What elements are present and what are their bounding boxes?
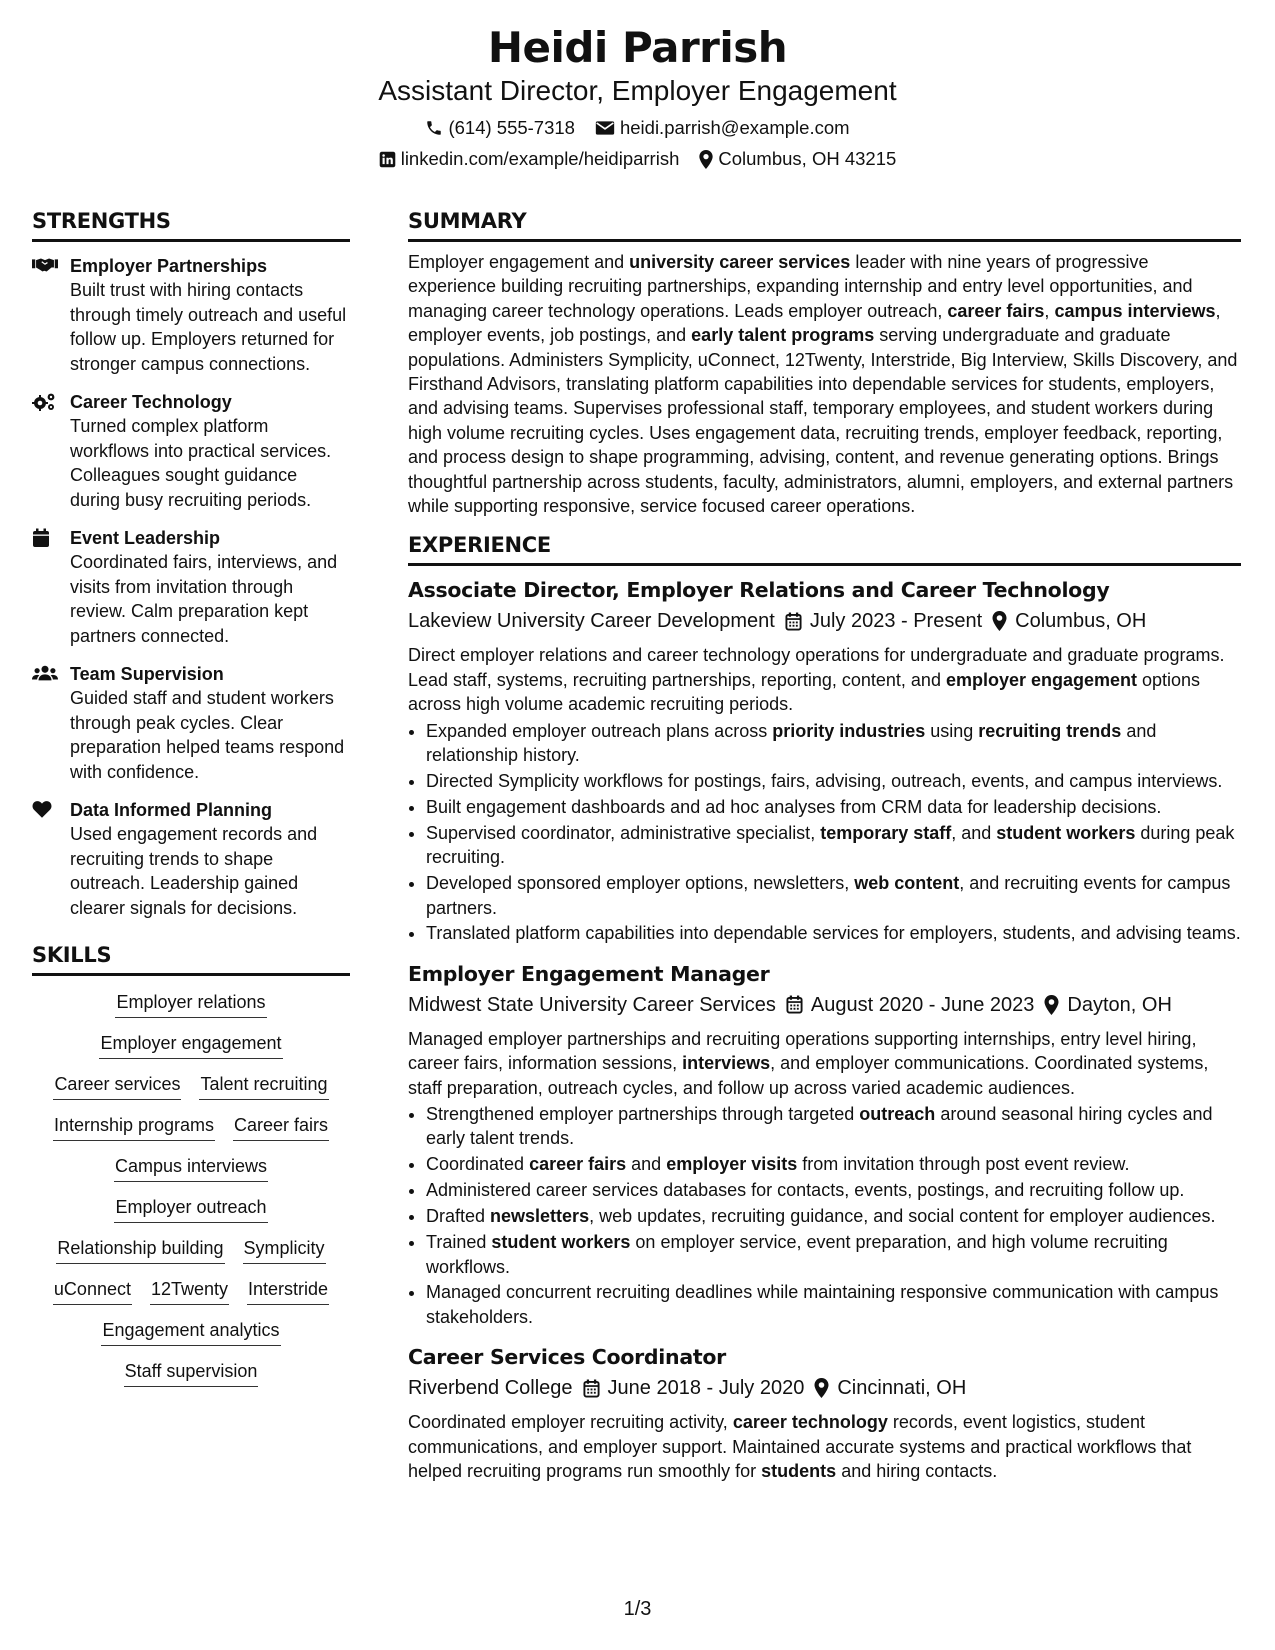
emphasis: priority industries — [772, 720, 926, 741]
skill-row — [32, 1072, 350, 1100]
emphasis: recruiting trends — [978, 720, 1122, 741]
summary-heading: SUMMARY — [408, 208, 1241, 242]
resume-header — [0, 22, 1275, 170]
contact-row-1 — [0, 117, 1275, 139]
job-dates — [785, 607, 982, 635]
job-entry — [408, 1343, 1241, 1483]
skills-heading: SKILLS — [32, 942, 350, 976]
job-location — [992, 607, 1146, 635]
email-contact[interactable] — [595, 117, 850, 139]
skill-chip: Career fairs — [233, 1113, 329, 1141]
emphasis: web content — [854, 873, 960, 894]
strength-description: Built trust with hiring contacts through timely outreach and useful follow up. Employers returned for stronger campus connections. — [70, 280, 347, 374]
job-bullet: • Supervised coordinator, administrative specialist, temporary staff, and student workers during peak recruiting. — [426, 821, 1241, 870]
skill-row — [32, 1236, 350, 1264]
skill-chip: Employer relations — [115, 990, 266, 1018]
strength-title: Data Informed Planning — [70, 800, 273, 820]
experience-heading: EXPERIENCE — [408, 532, 1241, 566]
emphasis: interviews — [682, 1053, 771, 1074]
skill-chip: Interstride — [247, 1277, 329, 1305]
job-dates-text: July 2023 - Present — [809, 610, 983, 633]
job-bullet: • Managed concurrent recruiting deadlines while maintaining responsive communication with campus stakeholders. — [426, 1280, 1241, 1329]
skill-row — [32, 1195, 350, 1223]
skill-chip: Staff supervision — [124, 1359, 259, 1387]
strengths-list — [32, 254, 350, 920]
skill-row — [32, 1154, 350, 1182]
skill-chip: Symplicity — [243, 1236, 326, 1264]
location-contact — [699, 148, 896, 170]
phone-icon — [425, 119, 443, 137]
job-bullet: • Drafted newsletters, web updates, recruiting guidance, and social content for employer audiences. — [426, 1204, 1241, 1228]
emphasis: career fairs — [947, 300, 1045, 321]
job-bullet: • Directed Symplicity workflows for postings, fairs, advising, outreach, events, and campus interviews. — [426, 769, 1241, 793]
linkedin-icon — [379, 151, 396, 168]
envelope-icon — [595, 120, 615, 136]
users-icon — [32, 662, 70, 784]
strength-body — [70, 254, 350, 376]
job-dates-text: June 2018 - July 2020 — [607, 1377, 805, 1400]
skill-chip: uConnect — [53, 1277, 132, 1305]
emphasis: early talent programs — [691, 325, 875, 346]
job-bullet: • Strengthened employer partnerships through targeted outreach around seasonal hiring cycles and early talent trends. — [426, 1102, 1241, 1151]
skill-row — [32, 1318, 350, 1346]
emphasis: campus interviews — [1054, 300, 1216, 321]
emphasis: student workers — [491, 1232, 631, 1253]
strengths-heading: STRENGTHS — [32, 208, 350, 242]
skill-row — [32, 1359, 350, 1387]
linkedin-contact[interactable] — [379, 148, 680, 170]
location-text: Columbus, OH 43215 — [718, 148, 897, 169]
skill-row — [32, 1277, 350, 1305]
summary-text: Employer engagement and university career services leader with nine years of progressive experience building recruiting partnerships, expanding internship and entry level opportunities, and managing career technology operations. Leads employer outreach, career fairs, campus interviews, employer events, job postings, and early talent programs serving undergraduate and graduate populations. Administers Symplicity, uConnect, 12Twenty, Interstride, Big Interview, Skills Discovery, and Firsthand Advisors, translating platform capabilities into dependable services for students, employers, and advising teams. Supervises professional staff, temporary employees, and student workers during high volume recruiting cycles. Uses engagement data, recruiting trends, employer feedback, reporting, and process design to shape programming, advising, content, and revenue generating options. Brings thoughtful partnership across students, faculty, administrators, alumni, employers, and external partners while supporting responsive, service focused career operations. — [408, 252, 1238, 517]
calendar-icon — [583, 1379, 600, 1398]
skill-chip: Engagement analytics — [101, 1318, 280, 1346]
job-bullets — [408, 1102, 1241, 1329]
skills-list — [32, 990, 350, 1387]
skill-row — [32, 990, 350, 1018]
job-bullet: • Developed sponsored employer options, newsletters, web content, and recruiting events for campus partners. — [426, 871, 1241, 920]
job-bullets — [408, 719, 1241, 946]
job-organization: Midwest State University Career Services — [408, 993, 776, 1016]
phone-contact — [425, 117, 575, 139]
skill-chip: Internship programs — [53, 1113, 215, 1141]
emphasis: university career services — [629, 252, 851, 272]
calendar-icon — [785, 612, 802, 631]
emphasis: students — [761, 1461, 837, 1482]
job-bullet: • Trained student workers on employer service, event preparation, and high volume recruiting workflows. — [426, 1230, 1241, 1279]
emphasis: student workers — [996, 822, 1136, 843]
job-meta — [408, 1374, 1241, 1402]
map-pin-icon — [814, 1378, 829, 1398]
skill-chip: Employer engagement — [99, 1031, 282, 1059]
skill-chip: Campus interviews — [114, 1154, 268, 1182]
job-location — [814, 1374, 966, 1402]
left-column — [32, 208, 350, 1400]
emphasis: temporary staff — [820, 822, 952, 843]
job-entry — [408, 960, 1241, 1329]
job-description: Managed employer partnerships and recruiting operations supporting internships, entry level hiring, career fairs, information sessions, interviews, and employer communications. Coordinated systems, staff preparation, outreach cycles, and follow up across varied academic audiences. — [408, 1028, 1209, 1098]
job-location — [1044, 991, 1171, 1019]
job-title: Employer Engagement Manager — [408, 961, 770, 986]
heart-icon — [32, 798, 70, 920]
strength-description: Used engagement records and recruiting trends to shape outreach. Leadership gained clearer signals for decisions. — [70, 824, 318, 918]
candidate-name: Heidi Parrish — [487, 23, 788, 72]
strength-title: Employer Partnerships — [70, 256, 268, 276]
strength-title: Event Leadership — [70, 528, 221, 548]
job-bullet: • Administered career services databases for contacts, events, postings, and recruiting follow up. — [426, 1178, 1241, 1202]
skill-row — [32, 1031, 350, 1059]
strength-body — [70, 662, 350, 784]
emphasis: employer visits — [666, 1154, 798, 1175]
strength-item — [32, 662, 350, 784]
candidate-title: Assistant Director, Employer Engagement — [378, 75, 897, 106]
skill-row — [32, 1113, 350, 1141]
strength-title: Career Technology — [70, 392, 232, 412]
emphasis: newsletters — [490, 1206, 590, 1227]
job-location-text: Columbus, OH — [1015, 610, 1147, 633]
strength-item — [32, 390, 350, 512]
strength-item — [32, 254, 350, 376]
job-location-text: Dayton, OH — [1067, 993, 1172, 1016]
job-title: Career Services Coordinator — [408, 1345, 726, 1370]
skill-chip: Employer outreach — [114, 1195, 267, 1223]
job-organization: Riverbend College — [408, 1377, 573, 1400]
skill-chip: Career services — [53, 1072, 181, 1100]
calendar-icon — [786, 995, 803, 1014]
job-meta — [408, 991, 1241, 1019]
strength-body — [70, 798, 350, 920]
job-bullet: • Coordinated career fairs and employer visits from invitation through post event review. — [426, 1152, 1241, 1176]
job-organization: Lakeview University Career Development — [408, 610, 775, 633]
strength-description: Guided staff and student workers through peak cycles. Clear preparation helped teams respond with confidence. — [70, 688, 345, 782]
job-dates — [786, 991, 1035, 1019]
job-dates — [583, 1374, 805, 1402]
strength-description: Turned complex platform workflows into practical services. Colleagues sought guidance during busy recruiting periods. — [70, 416, 332, 510]
job-description: Coordinated employer recruiting activity, career technology records, event logistics, student communications, and employer support. Maintained accurate systems and practical workflows that helped recruiting programs run smoothly for students and hiring contacts. — [408, 1412, 1192, 1482]
strength-item — [32, 526, 350, 648]
job-title: Associate Director, Employer Relations and Career Technology — [408, 578, 1110, 603]
map-pin-icon — [699, 150, 713, 169]
map-pin-icon — [992, 611, 1007, 631]
emphasis: career fairs — [529, 1154, 627, 1175]
strength-item — [32, 798, 350, 920]
strength-title: Team Supervision — [70, 664, 224, 684]
job-dates-text: August 2020 - June 2023 — [810, 993, 1035, 1016]
job-bullet: • Translated platform capabilities into dependable services for employers, students, and advising teams. — [426, 921, 1241, 945]
page-number: 1/3 — [623, 1598, 652, 1620]
contact-row-2 — [0, 148, 1275, 170]
skill-chip: Relationship building — [56, 1236, 224, 1264]
map-pin-icon — [1044, 995, 1059, 1015]
handshake-icon — [32, 254, 70, 376]
strength-body — [70, 526, 350, 648]
emphasis: outreach — [859, 1104, 936, 1125]
job-meta — [408, 607, 1241, 635]
skill-chip: Talent recruiting — [199, 1072, 328, 1100]
experience-list — [408, 576, 1241, 1483]
phone-number: (614) 555-7318 — [448, 117, 575, 138]
linkedin-url[interactable]: linkedin.com/example/heidiparrish — [400, 148, 680, 169]
right-column — [408, 208, 1241, 1483]
skill-chip: 12Twenty — [150, 1277, 229, 1305]
calendar-icon — [32, 526, 70, 648]
strength-body — [70, 390, 350, 512]
gears-icon — [32, 390, 70, 512]
strength-description: Coordinated fairs, interviews, and visits from invitation through review. Calm preparation kept partners connected. — [70, 552, 338, 646]
job-bullet: • Expanded employer outreach plans across priority industries using recruiting trends and relationship history. — [426, 719, 1241, 768]
emphasis: employer engagement — [945, 669, 1138, 690]
job-description: Direct employer relations and career technology operations for undergraduate and graduate programs. Lead staff, systems, recruiting partnerships, reporting, content, and employer engagement options across high volume academic recruiting periods. — [408, 645, 1225, 715]
job-bullet: • Built engagement dashboards and ad hoc analyses from CRM data for leadership decisions. — [426, 795, 1241, 819]
emphasis: career technology — [732, 1412, 888, 1433]
job-location-text: Cincinnati, OH — [837, 1377, 967, 1400]
job-entry — [408, 576, 1241, 945]
email-address[interactable]: heidi.parrish@example.com — [619, 117, 850, 138]
